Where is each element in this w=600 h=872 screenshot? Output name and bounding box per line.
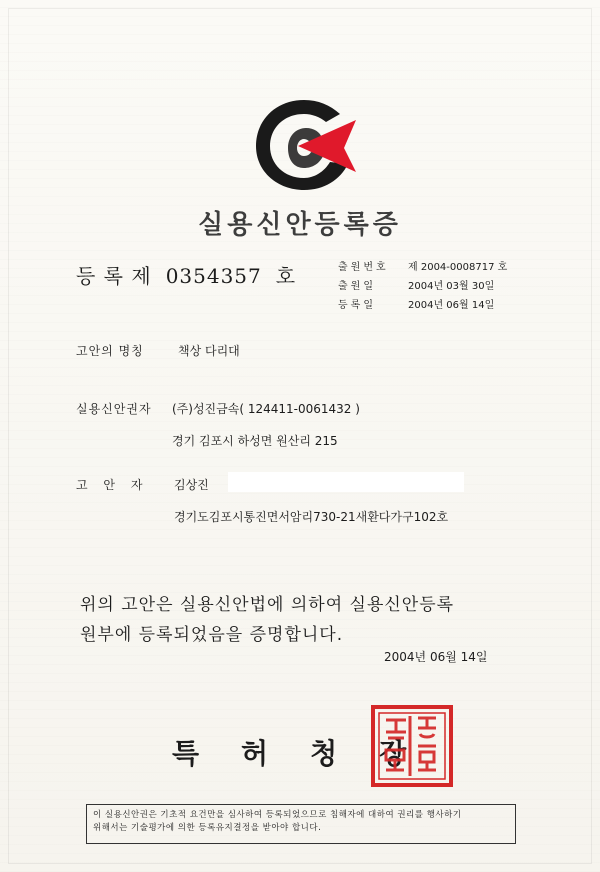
redaction-box xyxy=(228,472,464,492)
right-holder-address: 경기 김포시 하성면 원산리 215 xyxy=(172,434,338,448)
design-name-value: 책상 다리대 xyxy=(178,344,240,358)
statement-line: 위의 고안은 실용신안법에 의하여 실용신안등록 xyxy=(80,595,455,615)
filing-row xyxy=(338,258,548,277)
registration-number-value: 0354357 xyxy=(165,264,262,288)
issue-date: 2004년 06월 14일 xyxy=(384,650,488,664)
registration-suffix: 호 xyxy=(275,264,297,288)
filing-label: 등록일 xyxy=(338,300,376,311)
certification-statement xyxy=(80,590,454,650)
inventor-address: 경기도김포시통진면서암리730-21새환다가구102호 xyxy=(174,510,449,524)
filing-value: 2004년 06월 14일 xyxy=(408,300,495,311)
design-name-label: 고안의 명칭 xyxy=(76,344,144,358)
registration-label: 등 록 제 xyxy=(76,264,152,288)
statement-line: 원부에 등록되었음을 증명합니다. xyxy=(80,625,344,645)
certificate-title: 실용신안등록증 xyxy=(198,210,402,240)
filing-info xyxy=(338,258,548,315)
filing-row xyxy=(338,277,548,296)
official-seal-icon xyxy=(370,704,454,788)
right-holder-label: 실용신안권자 xyxy=(76,402,152,416)
filing-row xyxy=(338,296,548,315)
notice-box: 이 실용신안권은 기초적 요건만을 심사하여 등록되었으므로 침해자에 대하여 권리를 행사하기 위해서는 기술평가에 의한 등록유지결정을 받아야 합니다. xyxy=(86,804,516,844)
filing-label: 출원번호 xyxy=(338,262,389,273)
issuing-office: 특허청장 xyxy=(172,737,449,770)
kipo-emblem-icon xyxy=(248,92,360,196)
inventor-name: 김상진 xyxy=(174,478,209,492)
filing-value: 2004년 03월 30일 xyxy=(408,281,495,292)
filing-label: 출원일 xyxy=(338,281,376,292)
inventor-label: 고 안 자 xyxy=(76,478,149,492)
registration-number xyxy=(76,260,296,289)
filing-value: 제 2004-0008717 호 xyxy=(408,262,508,273)
right-holder-name: (주)성진금속( 124411-0061432 ) xyxy=(172,402,360,416)
